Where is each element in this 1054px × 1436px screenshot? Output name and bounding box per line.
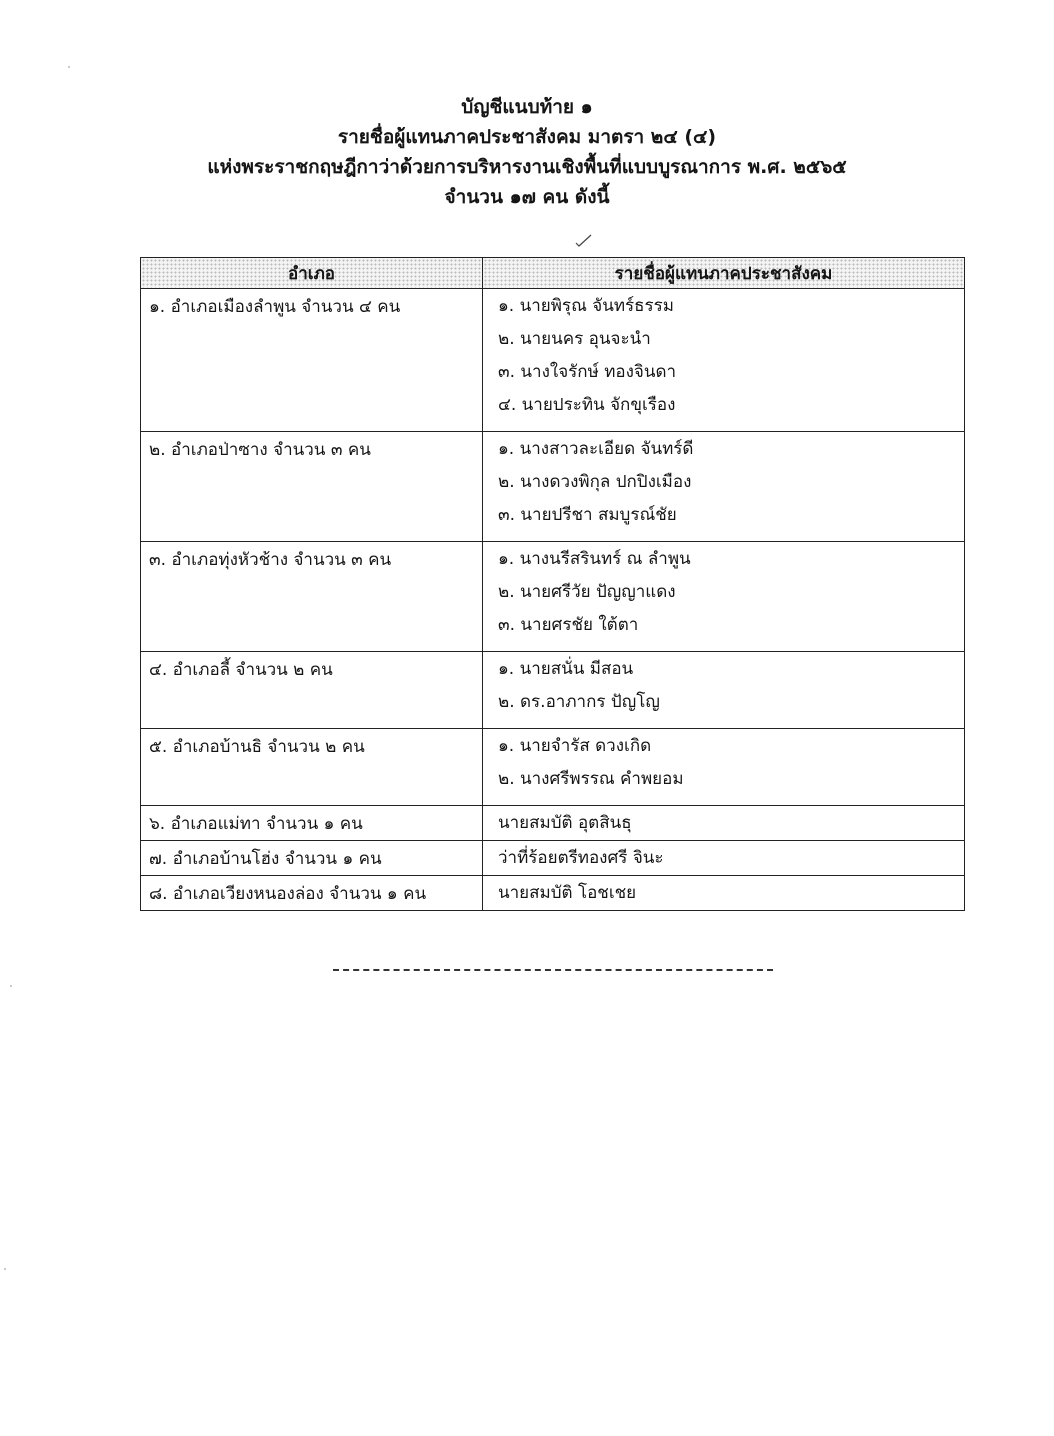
representative-name: ๒. นายนคร อุนจะนำ <box>498 329 651 349</box>
representative-name: ๑. นายสนั่น มีสอน <box>498 659 634 679</box>
representative-name: ๑. นายพิรุณ จันทร์ธรรม <box>498 296 675 316</box>
names-cell <box>483 289 964 431</box>
column-header-names: รายชื่อผู้แทนภาคประชาสังคม <box>483 258 965 289</box>
table-row <box>141 876 965 911</box>
table-row <box>141 729 965 806</box>
names-cell <box>483 432 964 541</box>
district-cell: ๔. อำเภอลี้ จำนวน ๒ คน <box>149 660 333 680</box>
district-cell: ๒. อำเภอป่าซาง จำนวน ๓ คน <box>149 440 371 460</box>
district-cell: ๗. อำเภอบ้านโฮ่ง จำนวน ๑ คน <box>149 849 382 869</box>
district-cell: ๓. อำเภอทุ่งหัวช้าง จำนวน ๓ คน <box>149 550 392 570</box>
district-cell: ๘. อำเภอเวียงหนองล่อง จำนวน ๑ คน <box>149 884 427 904</box>
representative-name: ๔. นายประทิน จักขุเรือง <box>498 395 676 415</box>
checkmark-icon <box>574 233 594 249</box>
table-row <box>141 841 965 876</box>
document-header <box>0 92 1054 212</box>
header-decree: แห่งพระราชกฤษฎีกาว่าด้วยการบริหารงานเชิงพื้นที่แบบบูรณาการ พ.ศ. ๒๕๖๕ <box>207 156 847 178</box>
header-title: บัญชีแนบท้าย ๑ <box>461 96 593 118</box>
representative-name: ๓. นางใจรักษ์ ทองจินดา <box>498 362 677 382</box>
names-cell <box>483 806 964 840</box>
scan-speck <box>4 1268 6 1270</box>
representative-name: ๒. ดร.อาภากร ปัญโญ <box>498 692 660 712</box>
table-row <box>141 289 965 432</box>
district-cell: ๖. อำเภอแม่ทา จำนวน ๑ คน <box>149 814 363 834</box>
representative-name: ๒. นางศรีพรรณ คำพยอม <box>498 769 684 789</box>
names-cell <box>483 841 964 875</box>
representative-name: ๑. นายจำรัส ดวงเกิด <box>498 736 652 756</box>
table-header-row <box>141 258 965 289</box>
header-count: จำนวน ๑๗ คน ดังนี้ <box>444 186 610 208</box>
names-cell <box>483 729 964 805</box>
representatives-table <box>140 257 965 911</box>
district-cell: ๕. อำเภอบ้านธิ จำนวน ๒ คน <box>149 737 365 757</box>
representative-name: นายสมบัติ อุตสินธุ <box>498 813 632 833</box>
scan-speck <box>68 66 70 68</box>
names-cell <box>483 876 964 910</box>
table-row <box>141 806 965 841</box>
representative-name: นายสมบัติ โอชเชย <box>498 883 637 903</box>
representative-name: ๓. นายศรชัย ใต้ตา <box>498 615 639 635</box>
representative-name: ๑. นางนรีสรินทร์ ณ ลำพูน <box>498 549 691 569</box>
table-row <box>141 432 965 542</box>
end-divider <box>333 969 773 971</box>
district-cell: ๑. อำเภอเมืองลำพูน จำนวน ๔ คน <box>149 297 401 317</box>
representative-name: ๓. นายปรีชา สมบูรณ์ชัย <box>498 505 677 525</box>
representative-name: ๑. นางสาวละเอียด จันทร์ดี <box>498 439 694 459</box>
column-header-district: อำเภอ <box>141 258 483 289</box>
header-subtitle: รายชื่อผู้แทนภาคประชาสังคม มาตรา ๒๔ (๔) <box>337 126 717 148</box>
table-row <box>141 542 965 652</box>
representative-name: ๒. นางดวงพิกุล ปกปิงเมือง <box>498 472 692 492</box>
table-row <box>141 652 965 729</box>
names-cell <box>483 542 964 651</box>
names-cell <box>483 652 964 728</box>
representative-name: ๒. นายศรีวัย ปัญญาแดง <box>498 582 676 602</box>
scan-speck <box>10 985 12 987</box>
representative-name: ว่าที่ร้อยตรีทองศรี จินะ <box>498 848 664 868</box>
